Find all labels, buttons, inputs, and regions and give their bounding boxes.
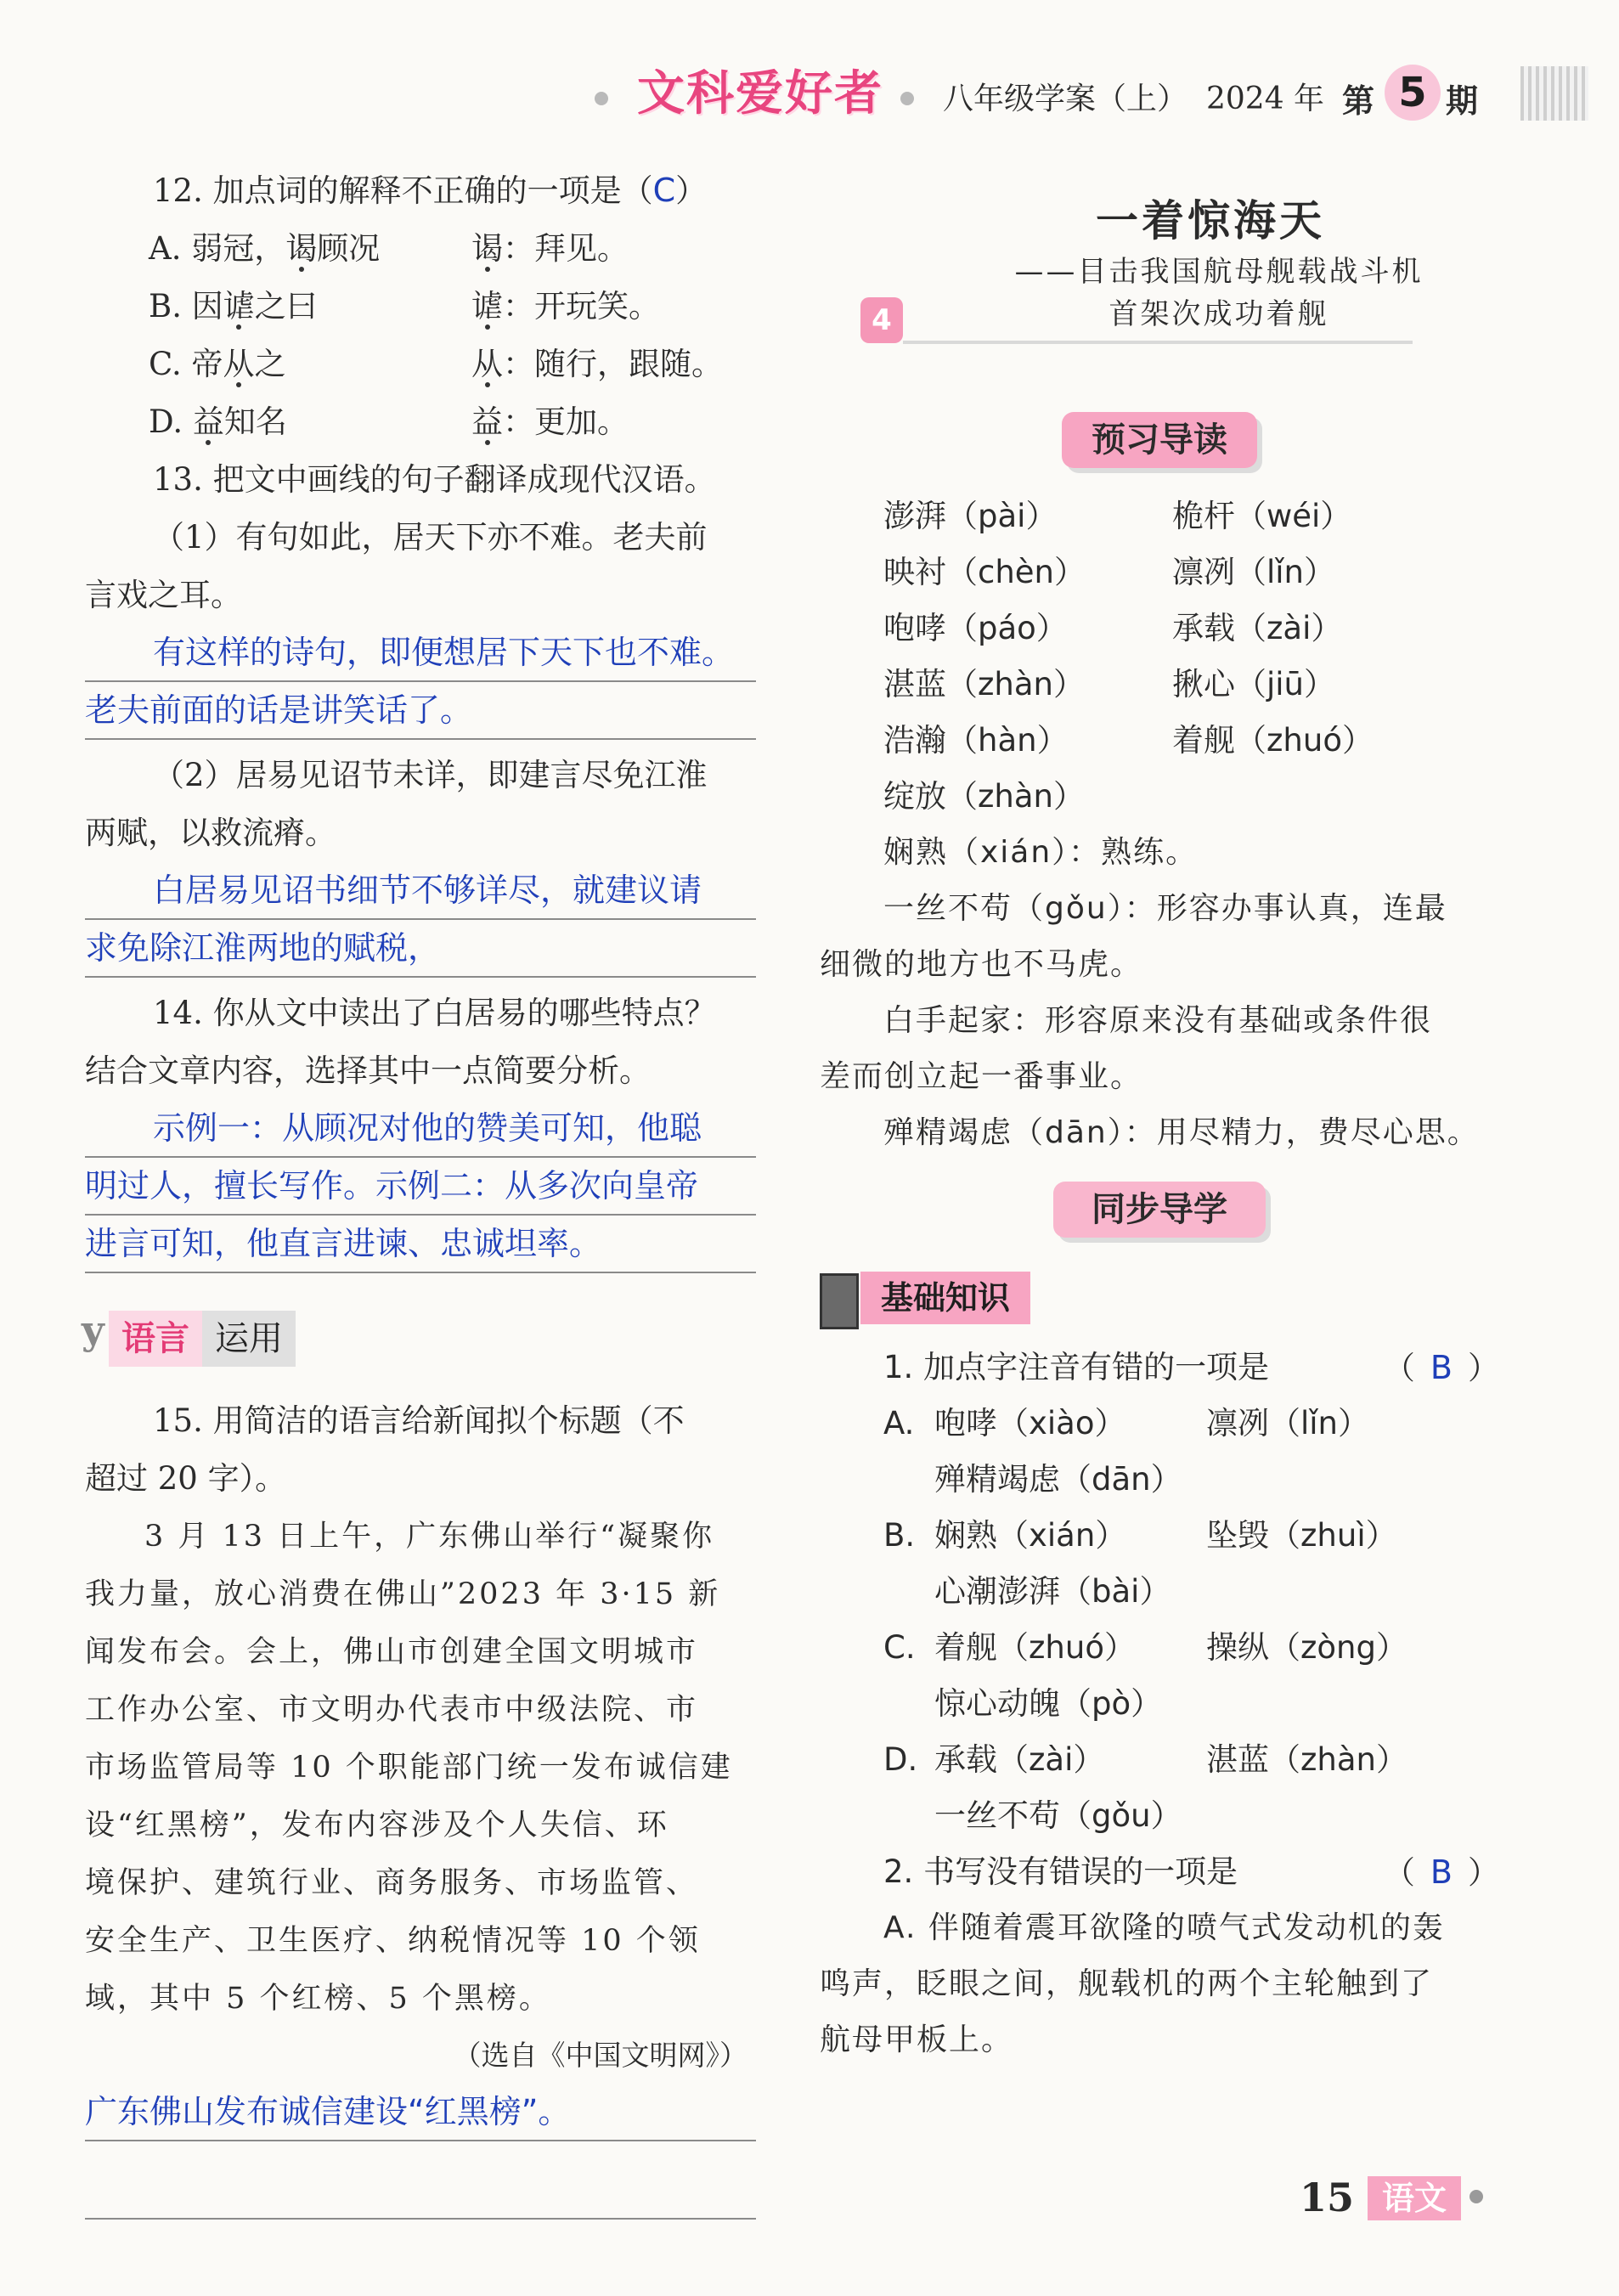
answer-13-2-line-2: 求免除江淮两地的赋税，	[85, 920, 756, 978]
book-icon	[820, 1273, 859, 1329]
q1-option: D. 承载（zài） 湛蓝（zhàn）	[883, 1741, 1407, 1778]
q1-options	[820, 1396, 1499, 1844]
section-label-part1: 语言	[109, 1311, 202, 1367]
question-12: 12. 加点词的解释不正确的一项是（C）	[153, 172, 708, 209]
q1-option: 心潮澎湃（bài）	[934, 1573, 1171, 1610]
vocabulary-definitions: 娴熟（xián）：熟练。 一丝不苟（gǒu）：形容办事认真，连最 细微的地方也不马虎。 白手起家：形容原来没有基础或条件很 差而创立起一番事业。 殚精竭虑（dān）：用尽精力，费尽心思。	[820, 835, 1480, 1150]
lesson-divider	[903, 341, 1413, 344]
q12-options	[85, 220, 756, 451]
answer-2: B	[1430, 1853, 1453, 1891]
lesson-number-badge: 4	[860, 297, 903, 343]
q2-option-a: A. 伴随着震耳欲隆的喷气式发动机的轰 鸣声，眨眼之间，舰载机的两个主轮触到了 航母甲板上。	[820, 1910, 1445, 2057]
answer-13-2-line-1: 白居易见诏书细节不够详尽，就建议请	[85, 862, 756, 920]
option-a: A. 弱冠，谒顾况 谒：拜见。	[149, 230, 629, 267]
grade-label: 八年级学案（上）	[943, 82, 1188, 116]
header-dot-icon	[595, 92, 608, 105]
answer-15-line-1: 广东佛山发布诚信建设“红黑榜”。	[85, 2084, 756, 2141]
sync-section-label: 同步导学	[1053, 1182, 1266, 1238]
news-passage: 3 月 13 日上午，广东佛山举行“凝聚你 我力量，放心消费在佛山”2023 年 3·15 新 闻发布会。会上，佛山市创建全国文明城市 工作办公室、市文明办代表市中级法院、市 市场监管局等 10 个职能部门统一发布诚信建 设“红黑榜”，发布内容涉及个人失信、环 境保护、建筑行业、商务服务、市场监管、 安全生产、卫生医疗、纳税情况等 10 个领 域，其中 5 个红榜、5 个黑榜。	[85, 1520, 733, 2016]
vocab-row: 浩瀚（hàn） 着舰（zhuó）	[883, 722, 1374, 759]
basic-knowledge-label: 基础知识	[860, 1272, 1030, 1324]
vocab-row: 湛蓝（zhàn） 揪心（jiū）	[883, 666, 1336, 702]
answer-13-1-line-2: 老夫前面的话是讲笑话了。	[85, 682, 756, 740]
answer-15-line-2	[85, 2141, 756, 2220]
footer-dot-icon	[1470, 2190, 1483, 2203]
page-number: 15	[1300, 2175, 1355, 2220]
answer-12: C	[652, 172, 676, 209]
vocab-row: 绽放（zhàn）	[883, 778, 1085, 815]
answer-14-line-2: 明过人，擅长写作。示例二：从多次向皇帝	[85, 1158, 756, 1216]
question-14: 14. 你从文中读出了白居易的哪些特点？ 结合文章内容，选择其中一点简要分析。 示例一：从顾况对他的赞美可知，他聪 明过人，擅长写作。示例二：从多次向皇帝 进言可知，他直言进谏、忠诚坦率。	[85, 984, 756, 1273]
q1-option: 一丝不苟（gǒu）	[934, 1797, 1182, 1834]
issue-number: 5	[1385, 65, 1441, 121]
q1-option: C. 着舰（zhuó） 操纵（zòng）	[883, 1629, 1407, 1666]
q1-option: 惊心动魄（pò）	[934, 1685, 1163, 1722]
vocab-row: 澎湃（pài） 桅杆（wéi）	[883, 498, 1352, 534]
right-column	[820, 191, 1499, 2068]
vocabulary-list	[820, 488, 1499, 825]
vocab-row: 映衬（chèn） 凛冽（lǐn）	[883, 554, 1336, 590]
issue-prefix: 第	[1342, 82, 1375, 120]
lesson-subtitle-2: 首架次成功着舰	[1108, 297, 1329, 331]
subject-badge: 语文	[1368, 2176, 1461, 2220]
option-d: D. 益知名 益：更加。	[149, 403, 629, 440]
left-column	[82, 161, 756, 2220]
answer-14-line-1: 示例一：从顾况对他的赞美可知，他聪	[85, 1100, 756, 1158]
q1-option: A. 咆哮（xiào） 凛冽（lǐn）	[883, 1405, 1370, 1441]
answer-14-line-3: 进言可知，他直言进谏、忠诚坦率。	[85, 1216, 756, 1273]
question-2: 2. 书写没有错误的一项是 （ B ）	[883, 1853, 1499, 1891]
section-label-part2: 运用	[202, 1311, 296, 1367]
lesson-subtitle-1: ——目击我国航母舰载战斗机	[1014, 255, 1424, 289]
header-stripes	[1520, 66, 1588, 121]
lesson-title: 一着惊海天	[1096, 196, 1325, 245]
basic-knowledge-header	[820, 1268, 1499, 1328]
issue-suffix: 期	[1446, 82, 1479, 120]
option-c: C. 帝从之 从：随行，跟随。	[149, 346, 723, 382]
answer-13-1-line-1: 有这样的诗句，即便想居下天下也不难。	[85, 624, 756, 682]
magazine-logo: 文科爱好者	[637, 66, 883, 121]
vocab-row: 咆哮（páo） 承载（zài）	[883, 610, 1343, 646]
question-1: 1. 加点字注音有错的一项是 （ B ）	[883, 1349, 1499, 1386]
section-language-use	[82, 1307, 756, 1375]
year-label: 2024 年	[1206, 82, 1325, 116]
q1-option: B. 娴熟（xián） 坠毁（zhuì）	[883, 1517, 1397, 1554]
news-source: （选自《中国文明网》）	[453, 2039, 747, 2072]
page-header	[586, 59, 1585, 136]
question-15: 15. 用简洁的语言给新闻拟个标题（不 超过 20 字）。	[85, 1402, 685, 1497]
option-b: B. 因谑之曰 谑：开玩笑。	[149, 288, 660, 324]
question-13: 13. 把文中画线的句子翻译成现代汉语。 （1）有句如此，居天下亦不难。老夫前 言戏之耳。 有这样的诗句，即便想居下天下也不难。 老夫前面的话是讲笑话了。 （2）居易见诏节未详，即建言尽免江淮 两赋，以救流瘠。 白居易见诏书细节不够详尽，就建议请 求免除江淮两地的赋税，	[85, 451, 756, 978]
section-letter: y	[82, 1307, 104, 1353]
preview-section-label: 预习导读	[1062, 412, 1257, 468]
q1-option: 殚精竭虑（dān）	[934, 1461, 1182, 1498]
header-dot-icon	[900, 92, 914, 105]
answer-1: B	[1430, 1349, 1453, 1386]
